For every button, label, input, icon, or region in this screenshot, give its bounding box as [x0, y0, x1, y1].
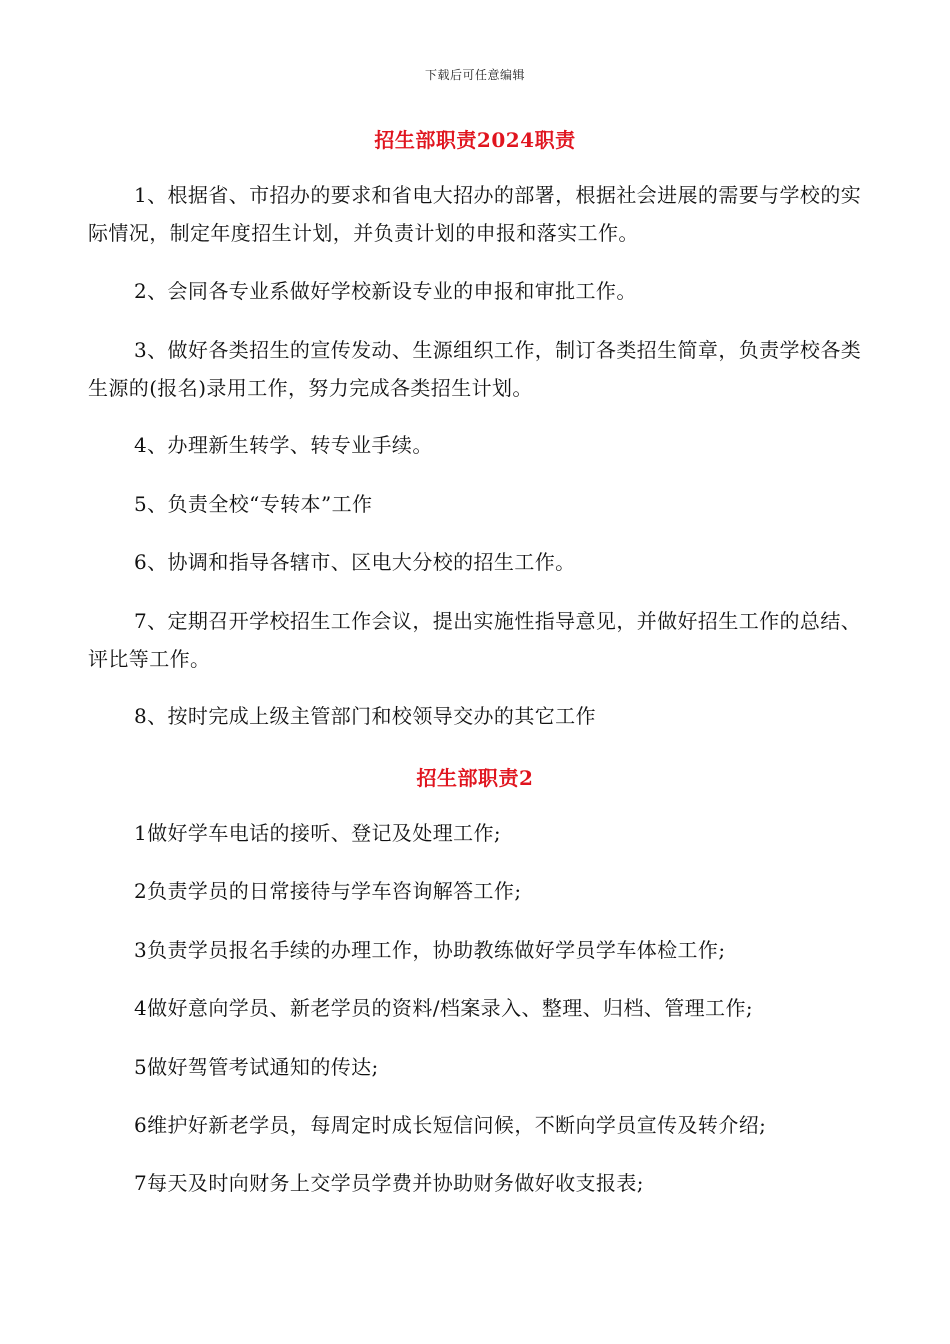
duty-item: 7每天及时向财务上交学员学费并协助财务做好收支报表; [134, 1171, 644, 1195]
duty-item: 7、定期召开学校招生工作会议，提出实施性指导意见，并做好招生工作的总结、评比等工作。 [88, 609, 862, 671]
duty-item: 1、根据省、市招办的要求和省电大招办的部署，根据社会进展的需要与学校的实际情况，制定年度招生计划，并负责计划的申报和落实工作。 [88, 183, 862, 245]
header-note: 下载后可任意编辑 [424, 68, 525, 82]
duty-item: 5、负责全校“专转本”工作 [134, 492, 373, 516]
duty-item: 4做好意向学员、新老学员的资料/档案录入、整理、归档、管理工作; [134, 996, 754, 1020]
duty-item: 3、做好各类招生的宣传发动、生源组织工作，制订各类招生简章，负责学校各类生源的(报名)录用工作，努力完成各类招生计划。 [88, 338, 862, 400]
duty-item: 5做好驾管考试通知的传达; [134, 1055, 379, 1079]
duty-item: 6、协调和指导各辖市、区电大分校的招生工作。 [134, 550, 576, 574]
duty-item: 6维护好新老学员，每周定时成长短信问候，不断向学员宣传及转介绍; [134, 1113, 767, 1137]
duty-item: 2、会同各专业系做好学校新设专业的申报和审批工作。 [134, 279, 637, 303]
section-title-1: 招生部职责2024职责 [374, 128, 576, 152]
duty-item: 4、办理新生转学、转专业手续。 [134, 433, 433, 457]
duty-item: 2负责学员的日常接待与学车咨询解答工作; [134, 879, 522, 903]
duty-item: 1做好学车电话的接听、登记及处理工作; [134, 821, 502, 845]
section-title-2: 招生部职责2 [416, 766, 534, 790]
duty-item: 3负责学员报名手续的办理工作，协助教练做好学员学车体检工作; [134, 938, 726, 962]
duty-item: 8、按时完成上级主管部门和校领导交办的其它工作 [134, 704, 596, 728]
